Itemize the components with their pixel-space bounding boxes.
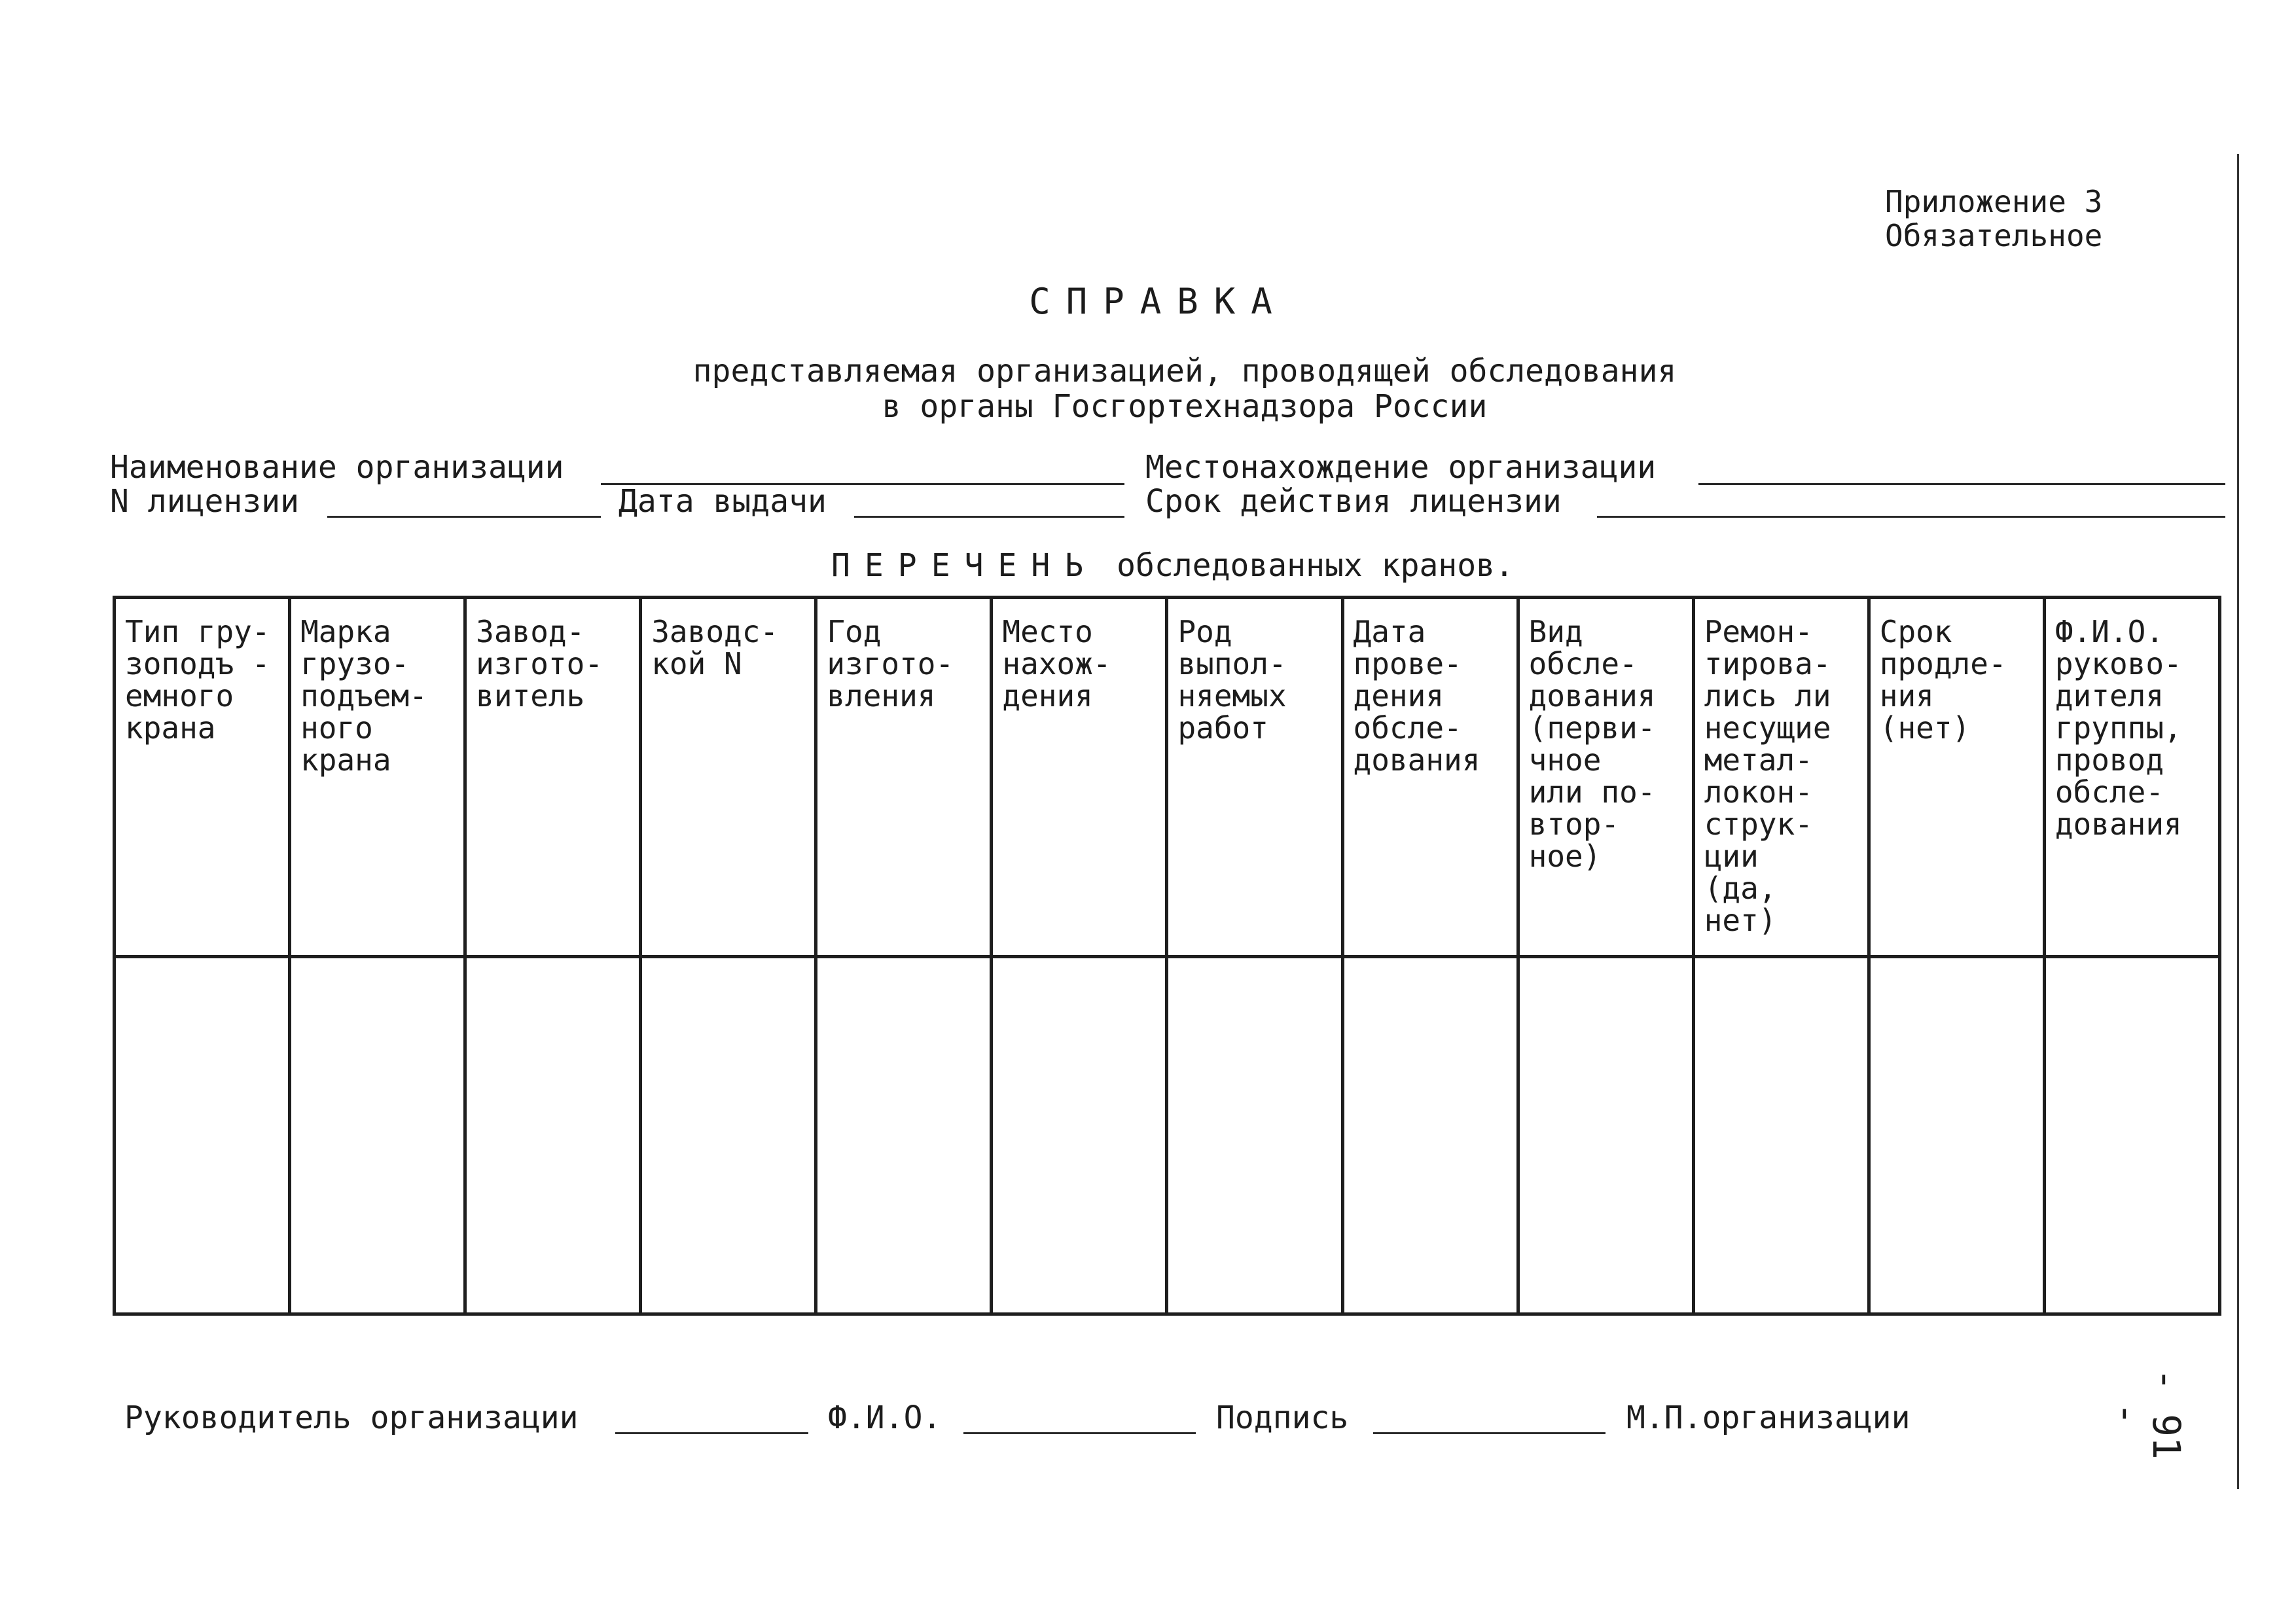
table-header-row (115, 598, 2220, 957)
org-location-label: Местонахождение организации (1145, 449, 1657, 486)
issue-date-label: Дата выдачи (619, 483, 827, 520)
footer-signature-label: Подпись (1216, 1399, 1349, 1436)
document-subtitle: представляемая организацией, проводящей обследования в органы Госгортехнадзора России (692, 353, 1677, 425)
footer-fio-blank[interactable] (963, 1432, 1196, 1434)
list-title (831, 549, 1514, 583)
col-repairs: Ремон- тирова- лись ли несущие метал- локон- струк- ции (да, нет) (1693, 598, 1869, 957)
col-crane-type: Тип гру- зоподъ - емного крана (115, 598, 290, 957)
table-cell[interactable] (816, 957, 992, 1314)
license-number-blank[interactable] (327, 516, 601, 518)
col-manufacturer: Завод- изгото- витель (465, 598, 641, 957)
footer-stamp-label: М.П.организации (1626, 1399, 1910, 1436)
table-cell[interactable] (1167, 957, 1342, 1314)
page-number: - 91 - (2105, 1368, 2189, 1460)
margin-rule (2237, 154, 2239, 1489)
appendix-status: Обязательное (1885, 218, 2103, 253)
org-name-label: Наименование организации (110, 449, 564, 486)
col-inspection-date: Дата прове- дения обсле- дования (1342, 598, 1518, 957)
footer-head-label: Руководитель организации (124, 1399, 579, 1436)
cranes-table (113, 596, 2221, 1316)
col-extension-term: Срок продле- ния (нет) (1869, 598, 2044, 957)
appendix-label (1885, 185, 2102, 253)
col-location: Место нахож- дения (992, 598, 1167, 957)
table-row (115, 957, 2220, 1314)
issue-date-blank[interactable] (854, 516, 1124, 518)
col-serial-number: Заводс- кой N (641, 598, 816, 957)
table-cell[interactable] (1869, 957, 2044, 1314)
col-inspection-kind: Вид обсле- дования (перви- чное или по- втор- ное) (1518, 598, 1693, 957)
col-work-type: Род выпол- няемых работ (1167, 598, 1342, 957)
table-cell[interactable] (992, 957, 1167, 1314)
table-cell[interactable] (290, 957, 465, 1314)
appendix-number: Приложение 3 (1885, 184, 2103, 219)
list-title-spaced: ПЕРЕЧЕНЬ (831, 547, 1098, 584)
table-cell[interactable] (1693, 957, 1869, 1314)
document-title: СПРАВКА (1029, 281, 1288, 322)
footer-head-blank[interactable] (615, 1432, 808, 1434)
license-number-label: N лицензии (110, 483, 299, 520)
col-group-leader: Ф.И.О. руково- дителя группы, провод обсле- дования (2044, 598, 2219, 957)
footer-fio-label: Ф.И.О. (828, 1399, 942, 1436)
table-cell[interactable] (1342, 957, 1518, 1314)
license-term-label: Срок действия лицензии (1145, 483, 1562, 520)
table-cell[interactable] (641, 957, 816, 1314)
table-cell[interactable] (115, 957, 290, 1314)
col-manufacture-year: Год изгото- вления (816, 598, 992, 957)
footer-signature-blank[interactable] (1373, 1432, 1605, 1434)
org-location-blank[interactable] (1698, 483, 2225, 485)
license-term-blank[interactable] (1597, 516, 2225, 518)
table-cell[interactable] (1518, 957, 1693, 1314)
list-title-rest: обследованных кранов. (1098, 547, 1514, 584)
table-cell[interactable] (465, 957, 641, 1314)
table-cell[interactable] (2044, 957, 2219, 1314)
col-crane-model: Марка грузо- подъем- ного крана (290, 598, 465, 957)
